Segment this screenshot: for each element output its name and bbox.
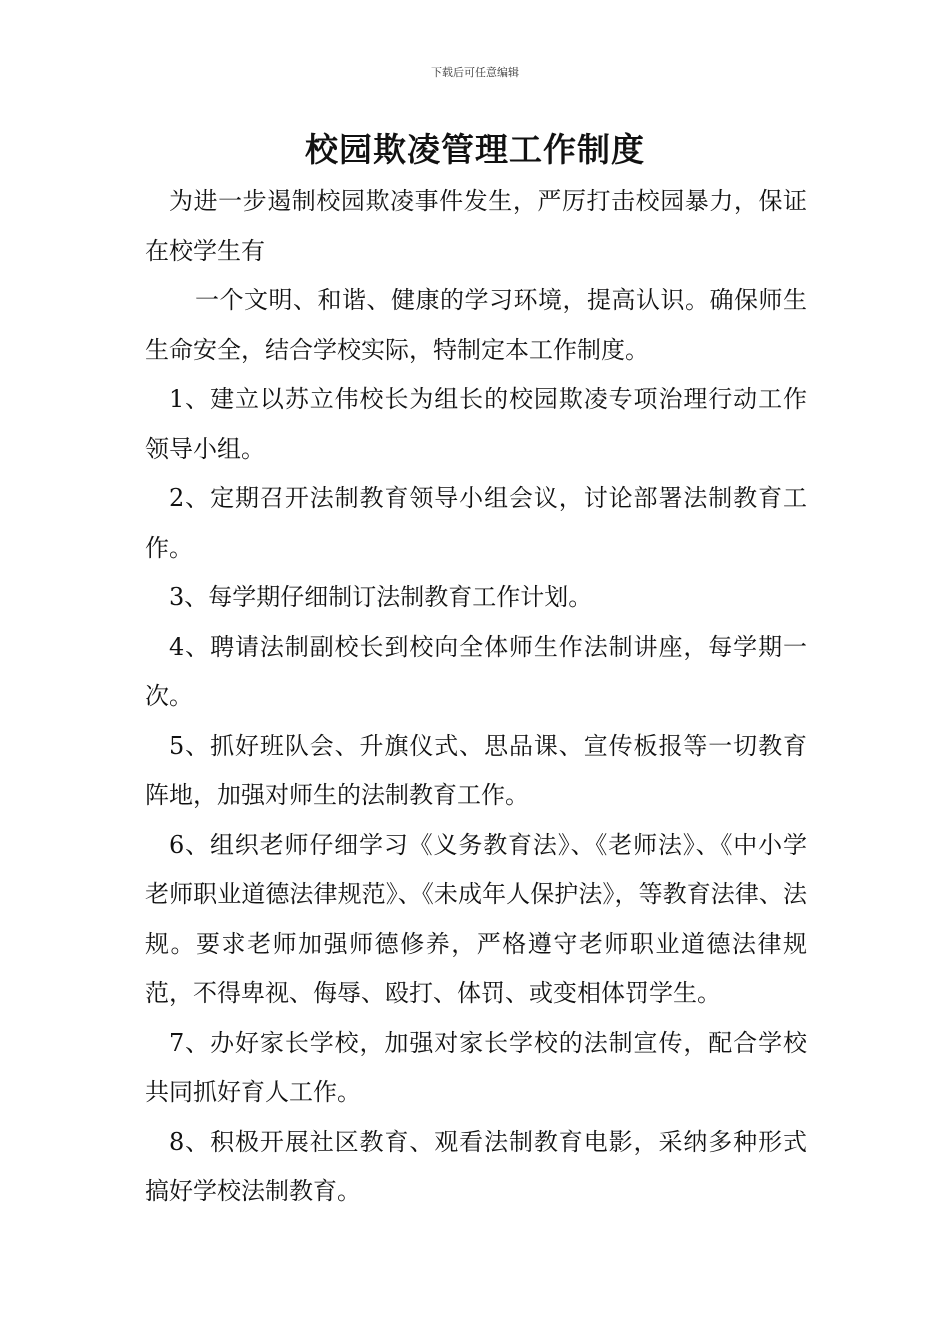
paragraph-item-4: 4、聘请法制副校长到校向全体师生作法制讲座，每学期一次。 (145, 632, 807, 710)
paragraph-intro: 为进一步遏制校园欺凌事件发生，严厉打击校园暴力，保证在校学生有 (145, 187, 807, 265)
paragraph-item-2: 2、定期召开法制教育领导小组会议，讨论部署法制教育工作。 (145, 484, 807, 562)
document-body (145, 177, 807, 1217)
paragraph-item-5: 5、抓好班队会、升旗仪式、思品课、宣传板报等一切教育阵地，加强对师生的法制教育工作。 (145, 731, 807, 809)
header-note: 下载后可任意编辑 (431, 66, 519, 79)
document-title: 校园欺凌管理工作制度 (305, 130, 645, 169)
paragraph-item-7: 7、办好家长学校，加强对家长学校的法制宣传，配合学校共同抓好育人工作。 (145, 1028, 807, 1106)
paragraph-item-3: 3、每学期仔细制订法制教育工作计划。 (169, 583, 593, 611)
paragraph-intro-continued: 一个文明、和谐、健康的学习环境，提高认识。确保师生生命安全，结合学校实际，特制定本工作制度。 (145, 286, 807, 364)
paragraph-item-8: 8、积极开展社区教育、观看法制教育电影，采纳多种形式搞好学校法制教育。 (145, 1127, 807, 1205)
paragraph-item-1: 1、建立以苏立伟校长为组长的校园欺凌专项治理行动工作领导小组。 (145, 385, 807, 463)
paragraph-item-6: 6、组织老师仔细学习《义务教育法》、《老师法》、《中小学老师职业道德法律规范》、《未成年人保护法》，等教育法律、法规。要求老师加强师德修养，严格遵守老师职业道德法律规范，不得卑视、侮辱、殴打、体罚、或变相体罚学生。 (145, 830, 807, 1007)
